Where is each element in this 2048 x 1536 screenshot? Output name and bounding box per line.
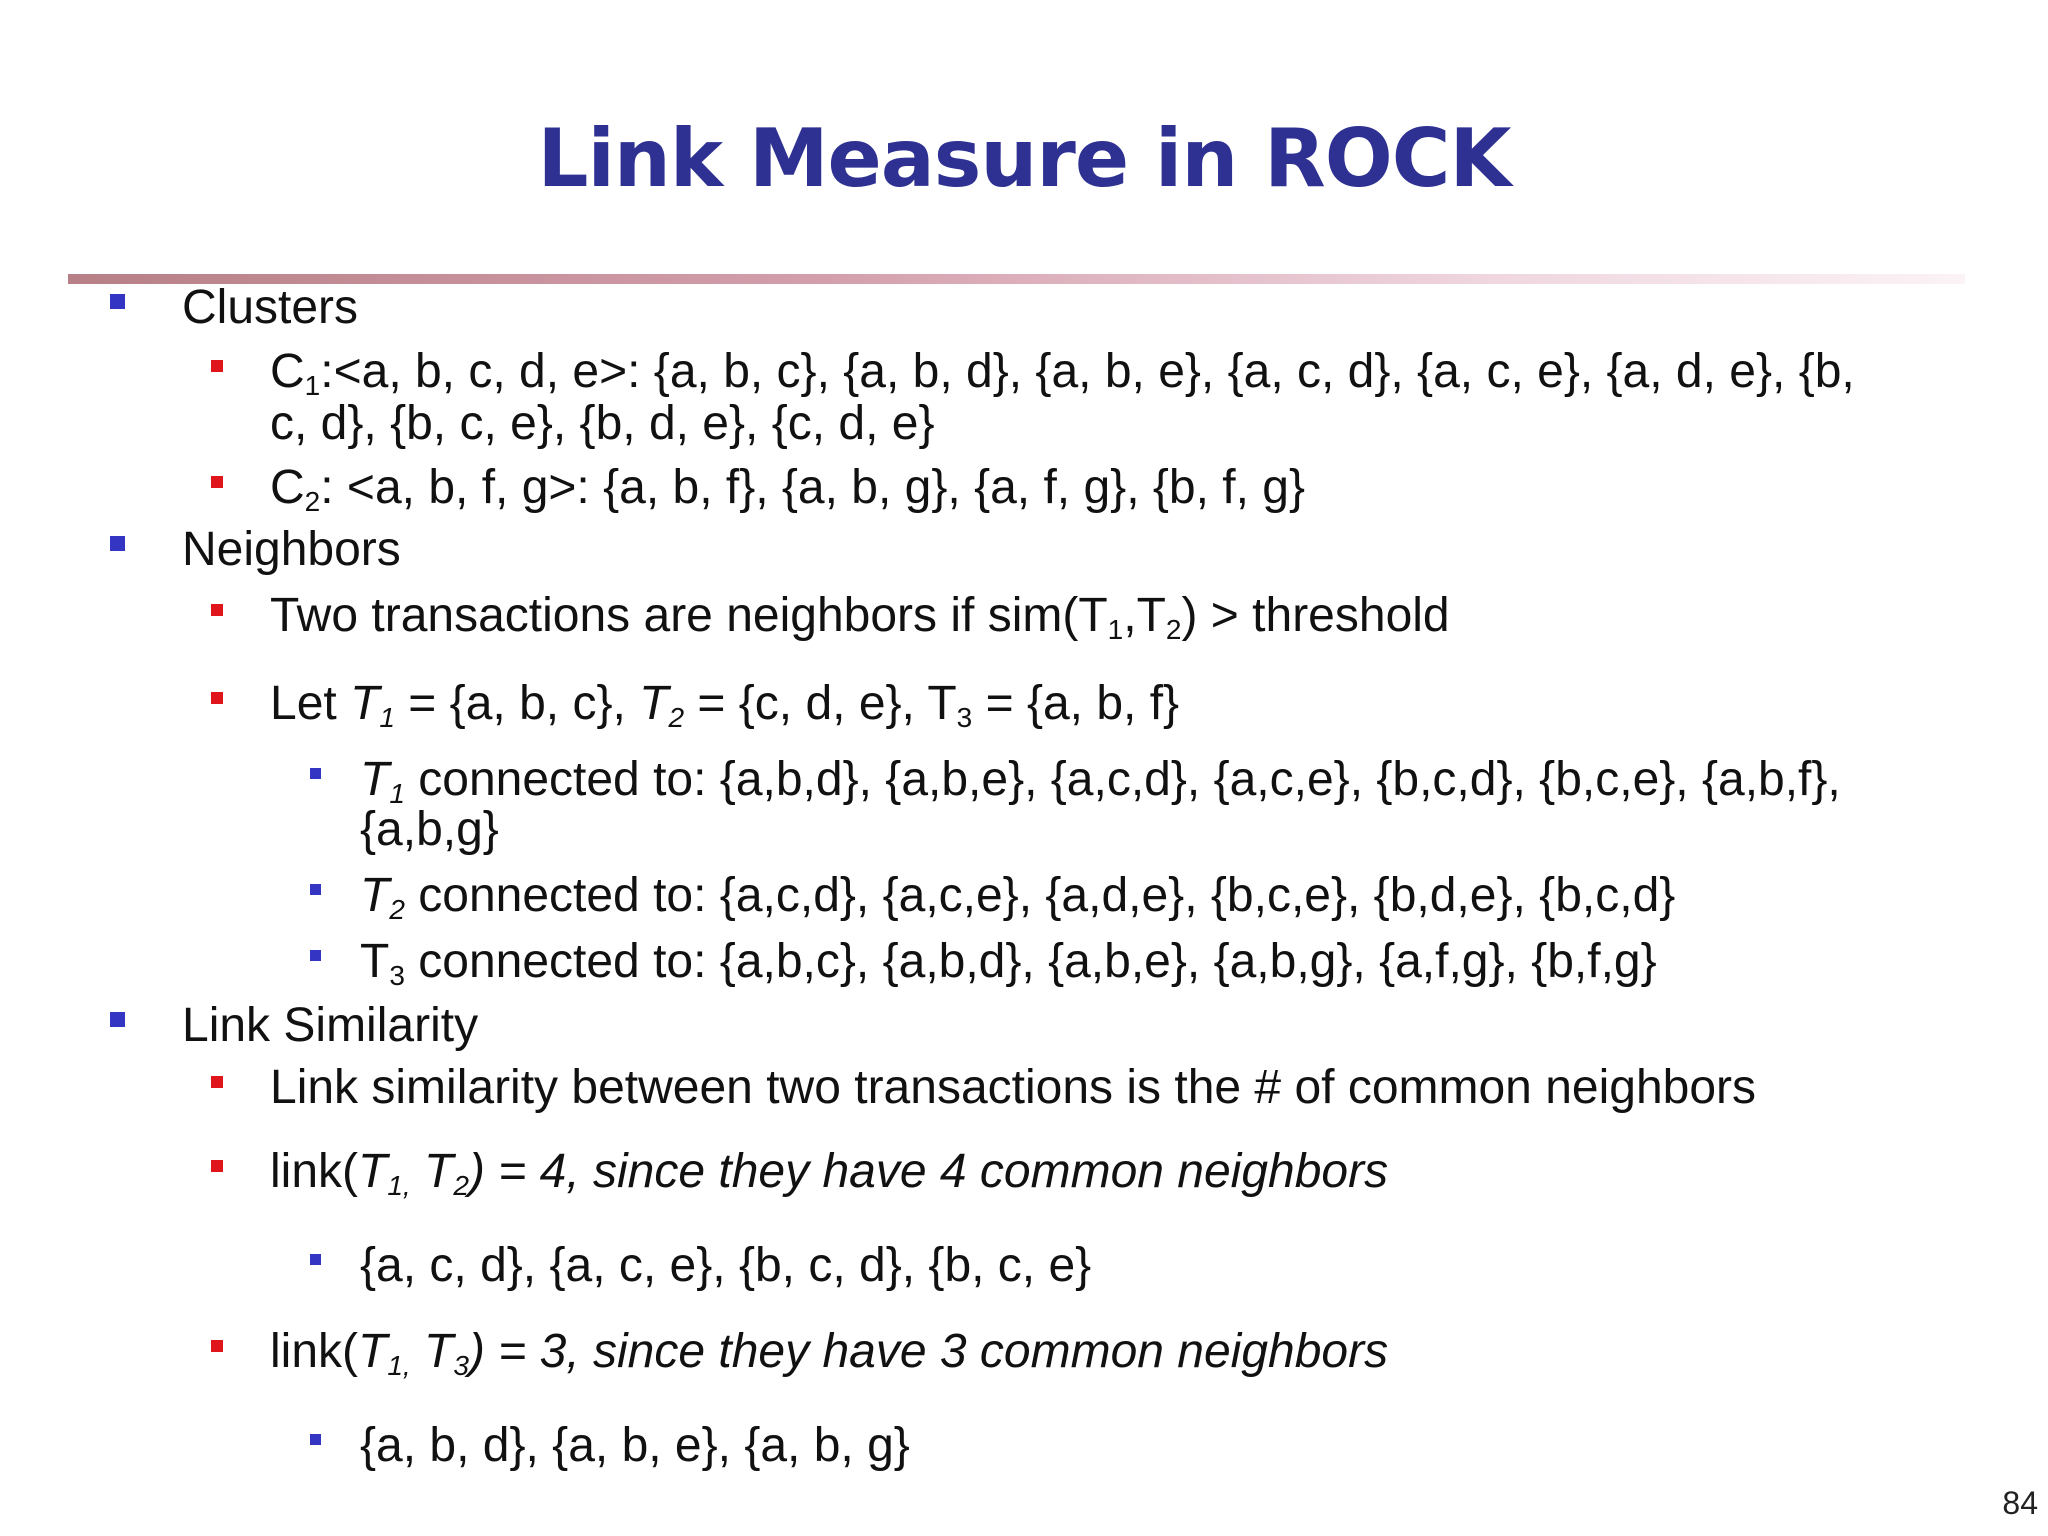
page-number: 84 [2002,1485,2038,1521]
neighbors-def-text: Two transactions are neighbors if $sim(T_1,T_2)$ > threshold [270,589,1450,645]
t1-connected-text: $T_1$ connected to: {a,b,d}, {a,b,e}, {a,c,d}, {a,c,e}, {b,c,d}, {b,c,e}, {a,b,f}, [360,753,1841,809]
square-bullet-icon [211,692,223,704]
square-bullet-icon [211,1076,223,1088]
clusters-heading: Clusters [182,281,359,334]
c1-text: $C_1:<a$, b, c, d, e>: {a, b, c}, {a, b, d}, {a, b, e}, {a, c, d}, {a, c, e}, {a, d, e}, {b, [270,345,1855,401]
square-bullet-icon [211,1340,223,1352]
link-def-text: Link similarity between two transactions is the # of common neighbors [270,1061,1757,1114]
square-bullet-icon [310,1434,321,1445]
let-text: Let $T_1 = \{a$, b, c}, $T_2 = \{c$, d, e}, $T_3 = \{a$, b, f} [270,677,1180,733]
square-bullet-icon [310,1254,321,1265]
square-bullet-icon [310,950,321,961]
square-bullet-icon [110,1012,125,1027]
common12-text: {a, c, d}, {a, c, e}, {b, c, d}, {b, c, e} [360,1239,1092,1292]
square-bullet-icon [211,604,223,616]
square-bullet-icon [211,360,223,372]
neighbors-heading: Neighbors [182,523,401,576]
common13-text: {a, b, d}, {a, b, e}, {a, b, g} [360,1419,910,1472]
square-bullet-icon [310,884,321,895]
slide-title: Link Measure in ROCK [537,112,1511,205]
t3-connected-text: $T_3$ connected to: {a,b,c}, {a,b,d}, {a,b,e}, {a,b,g}, {a,f,g}, {b,f,g} [360,935,1657,991]
square-bullet-icon [211,476,223,488]
link12-text: $link(T_{1,}$ $T_2) = 4$, since they have 4 common neighbors [270,1145,1389,1201]
t2-connected-text: $T_2$ connected to: {a,c,d}, {a,c,e}, {a,d,e}, {b,c,e}, {b,d,e}, {b,c,d} [360,869,1676,925]
square-bullet-icon [110,294,125,309]
square-bullet-icon [310,768,321,779]
c2-text: $C_2$: <a, b, f, g>: {a, b, f}, {a, b, g}, {a, f, g}, {b, f, g} [270,461,1305,517]
square-bullet-icon [110,536,125,551]
link13-text: $link(T_{1,}$ $T_3) = 3$, since they have 3 common neighbors [270,1325,1389,1381]
link-similarity-heading: Link Similarity [182,999,479,1052]
square-bullet-icon [211,1160,223,1172]
